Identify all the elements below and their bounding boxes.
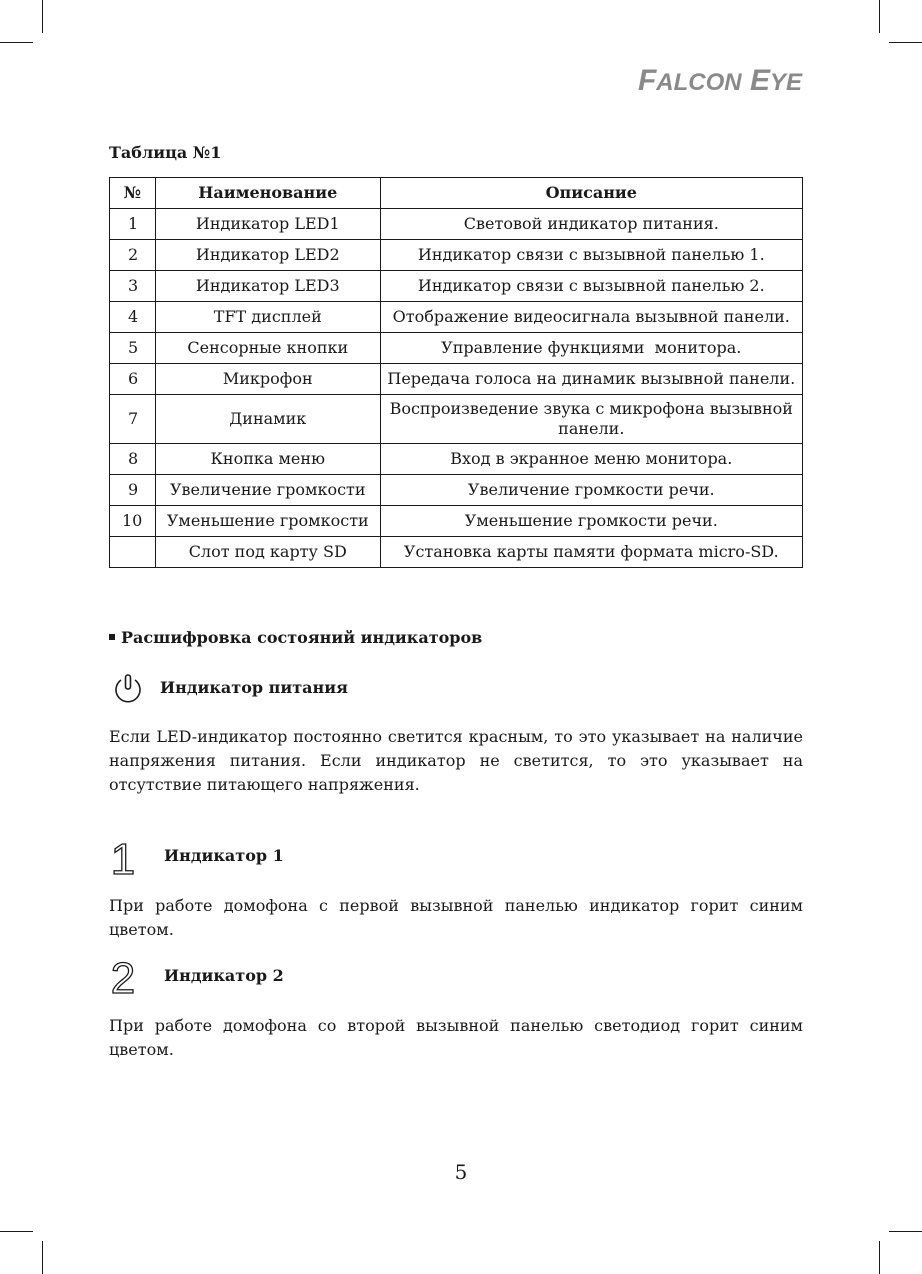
square-bullet-icon xyxy=(109,634,115,640)
row-description: Уменьшение громкости речи. xyxy=(380,506,802,537)
table-row xyxy=(110,271,803,302)
indicator1-text: При работе домофона с первой вызывной панелью индикатор горит синим цветом. xyxy=(109,896,803,939)
row-description: Передача голоса на динамик вызывной панели. xyxy=(380,364,802,395)
row-name: Кнопка меню xyxy=(155,444,380,475)
brand-logo: FALCON EYE xyxy=(637,64,802,97)
row-number: 5 xyxy=(110,333,156,364)
row-description: Воспроизведение звука с микрофона вызывной панели. xyxy=(380,395,802,444)
row-name: Сенсорные кнопки xyxy=(155,333,380,364)
indicator2-text: При работе домофона со второй вызывной панелью светодиод горит синим цветом. xyxy=(109,1016,803,1059)
row-name: Индикатор LED1 xyxy=(155,209,380,240)
row-number: 10 xyxy=(110,506,156,537)
row-name: Уменьшение громкости xyxy=(155,506,380,537)
table-row xyxy=(110,475,803,506)
row-description: Отображение видеосигнала вызывной панели. xyxy=(380,302,802,333)
indicator2-heading: Индикатор 2 xyxy=(164,966,284,985)
crop-mark xyxy=(0,1231,33,1232)
power-text: Если LED-индикатор постоянно светится красным, то это указывает на наличие напряжения питания. Если индикатор не светится, то это указывает на отсутствие питающего напряжения. xyxy=(109,727,803,794)
section-title-text: Расшифровка состояний индикаторов xyxy=(121,628,483,647)
row-description: Увеличение громкости речи. xyxy=(380,475,802,506)
power-heading: Индикатор питания xyxy=(160,678,348,697)
table-row xyxy=(110,302,803,333)
row-description: Индикатор связи с вызывной панелью 1. xyxy=(380,240,802,271)
outlined-digit-two-icon xyxy=(108,955,138,997)
row-number: 7 xyxy=(110,395,156,444)
table-row xyxy=(110,395,803,444)
row-name: TFT дисплей xyxy=(155,302,380,333)
crop-mark xyxy=(889,42,922,43)
row-number xyxy=(110,537,156,568)
svg-text:1: 1 xyxy=(110,836,136,878)
table-row xyxy=(110,364,803,395)
row-number: 9 xyxy=(110,475,156,506)
header-number: № xyxy=(110,178,156,209)
svg-text:2: 2 xyxy=(110,955,136,997)
table-row xyxy=(110,333,803,364)
power-icon xyxy=(110,672,146,708)
table-row xyxy=(110,506,803,537)
section-title xyxy=(109,628,482,647)
row-description: Установка карты памяти формата micro-SD. xyxy=(380,537,802,568)
row-name: Микрофон xyxy=(155,364,380,395)
row-number: 3 xyxy=(110,271,156,302)
crop-mark xyxy=(879,1241,880,1274)
header-description: Описание xyxy=(380,178,802,209)
crop-mark xyxy=(42,1241,43,1274)
row-number: 8 xyxy=(110,444,156,475)
crop-mark xyxy=(42,0,43,33)
row-description: Индикатор связи с вызывной панелью 2. xyxy=(380,271,802,302)
table-title: Таблица №1 xyxy=(109,143,222,162)
row-name: Увеличение громкости xyxy=(155,475,380,506)
table-row xyxy=(110,537,803,568)
row-name: Динамик xyxy=(155,395,380,444)
table-row xyxy=(110,444,803,475)
crop-mark xyxy=(889,1231,922,1232)
row-description: Вход в экранное меню монитора. xyxy=(380,444,802,475)
row-description: Световой индикатор питания. xyxy=(380,209,802,240)
row-number: 4 xyxy=(110,302,156,333)
table-row xyxy=(110,209,803,240)
row-number: 2 xyxy=(110,240,156,271)
row-name: Индикатор LED3 xyxy=(155,271,380,302)
spec-table xyxy=(109,177,803,568)
row-description: Управление функциями монитора. xyxy=(380,333,802,364)
table-header-row xyxy=(110,178,803,209)
row-number: 6 xyxy=(110,364,156,395)
row-name: Индикатор LED2 xyxy=(155,240,380,271)
header-name: Наименование xyxy=(155,178,380,209)
page-number: 5 xyxy=(454,1160,468,1184)
outlined-digit-one-icon xyxy=(108,836,138,878)
row-name: Слот под карту SD xyxy=(155,537,380,568)
row-number: 1 xyxy=(110,209,156,240)
crop-mark xyxy=(0,42,33,43)
crop-mark xyxy=(879,0,880,33)
table-row xyxy=(110,240,803,271)
indicator1-heading: Индикатор 1 xyxy=(164,846,284,865)
